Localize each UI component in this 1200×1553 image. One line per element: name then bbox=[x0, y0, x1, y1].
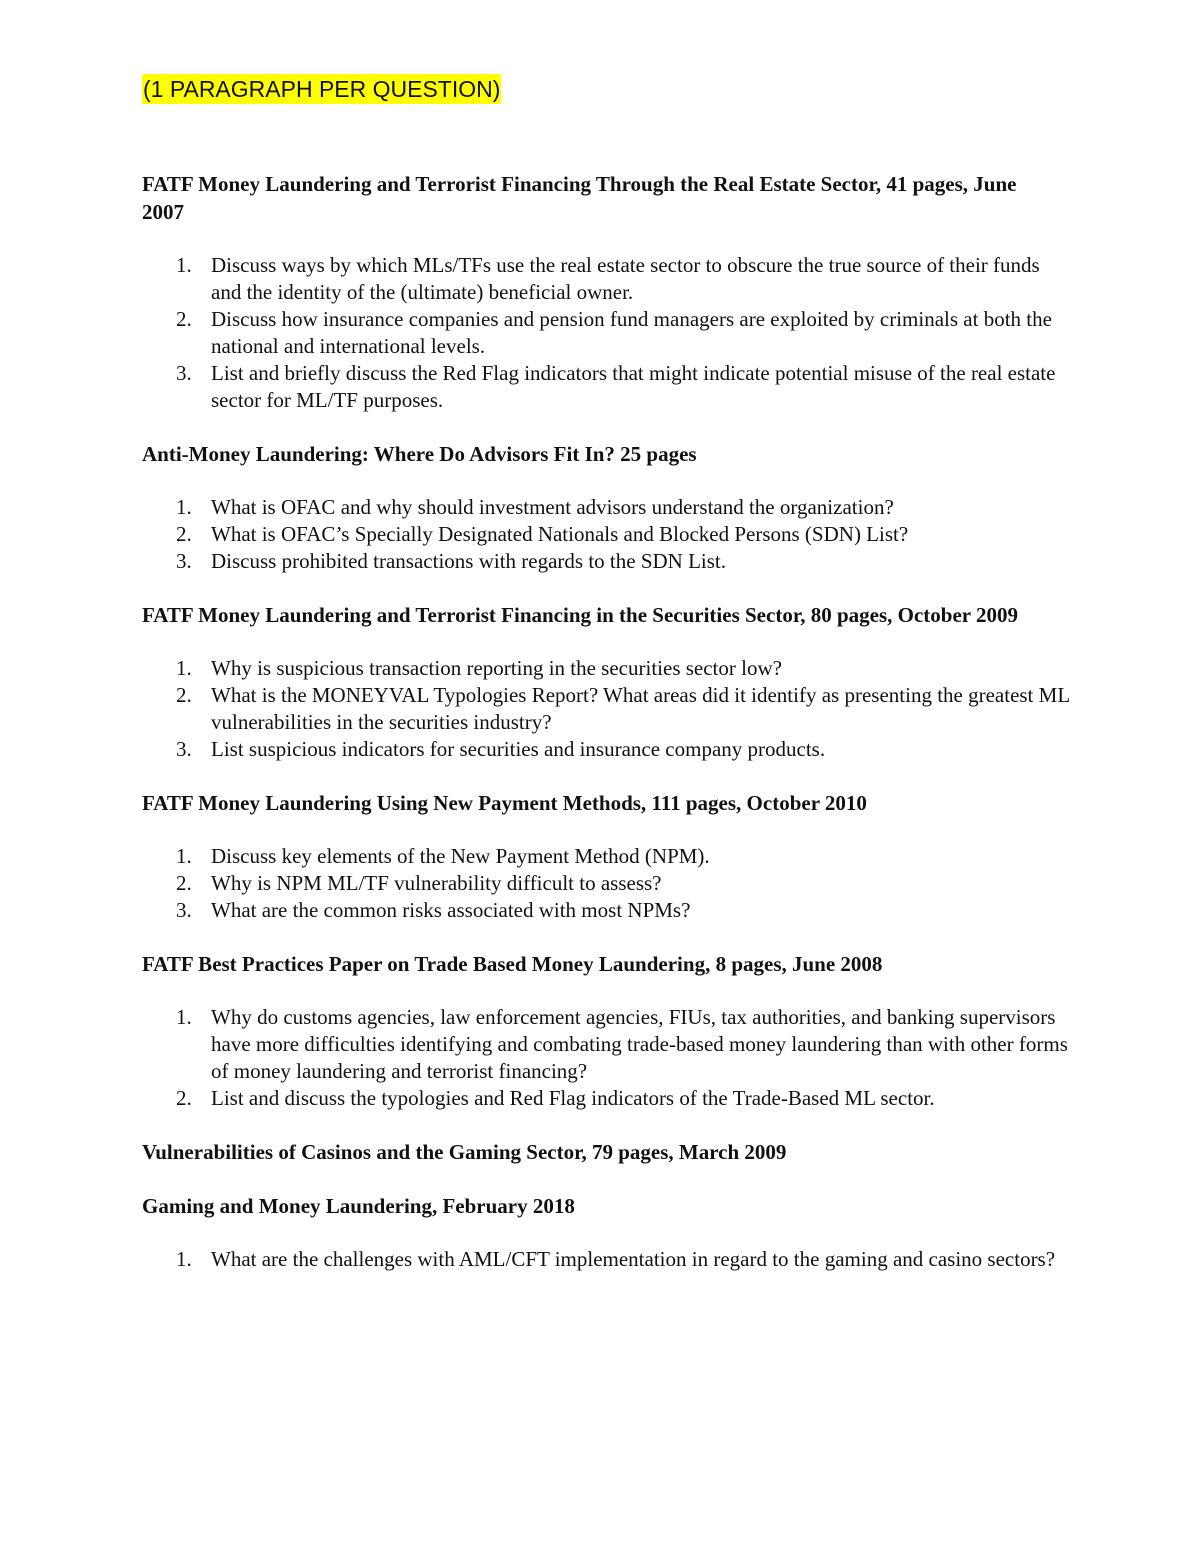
question-number: 1. bbox=[176, 495, 192, 519]
question-text: Discuss prohibited transactions with regards to the SDN List. bbox=[211, 549, 727, 573]
question-item bbox=[142, 736, 1071, 763]
section-title: FATF Money Laundering and Terrorist Financing in the Securities Sector, 80 pages, October 2009 bbox=[142, 603, 1018, 627]
question-text: What are the common risks associated with most NPMs? bbox=[211, 898, 691, 922]
question-item bbox=[142, 252, 1071, 306]
section-title: FATF Best Practices Paper on Trade Based Money Laundering, 8 pages, June 2008 bbox=[142, 952, 883, 976]
question-number: 1. bbox=[176, 253, 192, 277]
highlighted-instruction: (1 PARAGRAPH PER QUESTION) bbox=[143, 76, 501, 102]
question-number: 1. bbox=[176, 1005, 192, 1029]
question-item bbox=[142, 870, 1071, 897]
question-number: 2. bbox=[176, 871, 192, 895]
question-list bbox=[142, 1004, 1072, 1112]
question-number: 3. bbox=[176, 361, 192, 385]
question-text: List and discuss the typologies and Red Flag indicators of the Trade-Based ML sector. bbox=[211, 1086, 935, 1110]
question-list bbox=[142, 494, 1072, 575]
question-number: 1. bbox=[176, 1247, 192, 1271]
question-text: What is OFAC’s Specially Designated Nationals and Blocked Persons (SDN) List? bbox=[211, 522, 909, 546]
question-number: 1. bbox=[176, 656, 192, 680]
question-text: What are the challenges with AML/CFT implementation in regard to the gaming and casino sectors? bbox=[211, 1247, 1056, 1271]
question-number: 2. bbox=[176, 522, 192, 546]
question-item bbox=[142, 1004, 1071, 1085]
question-text: What is OFAC and why should investment advisors understand the organization? bbox=[211, 495, 894, 519]
reading-section bbox=[142, 601, 1072, 763]
section-title: Gaming and Money Laundering, February 2018 bbox=[142, 1194, 575, 1218]
question-item bbox=[142, 682, 1071, 736]
question-item bbox=[142, 548, 1071, 575]
question-item bbox=[142, 897, 1071, 924]
question-number: 2. bbox=[176, 683, 192, 707]
question-text: Why is NPM ML/TF vulnerability difficult to assess? bbox=[211, 871, 662, 895]
reading-section bbox=[142, 950, 1072, 1112]
section-title: FATF Money Laundering and Terrorist Financing Through the Real Estate Sector, 41 pages, June 2007 bbox=[142, 172, 1017, 224]
question-item bbox=[142, 655, 1071, 682]
section-title: Vulnerabilities of Casinos and the Gaming Sector, 79 pages, March 2009 bbox=[142, 1140, 787, 1164]
section-title: Anti-Money Laundering: Where Do Advisors Fit In? 25 pages bbox=[142, 442, 697, 466]
question-item bbox=[142, 306, 1071, 360]
question-text: Discuss key elements of the New Payment Method (NPM). bbox=[211, 844, 710, 868]
question-item bbox=[142, 1085, 1071, 1112]
question-number: 1. bbox=[176, 844, 192, 868]
question-number: 2. bbox=[176, 307, 192, 331]
reading-section bbox=[142, 789, 1072, 924]
question-text: List and briefly discuss the Red Flag indicators that might indicate potential misuse of the real estate sector for ML/TF purposes. bbox=[211, 361, 1056, 412]
reading-section bbox=[142, 1138, 1072, 1166]
section-title: FATF Money Laundering Using New Payment Methods, 111 pages, October 2010 bbox=[142, 791, 867, 815]
question-item bbox=[142, 521, 1071, 548]
question-number: 3. bbox=[176, 737, 192, 761]
question-number: 2. bbox=[176, 1086, 192, 1110]
question-list bbox=[142, 843, 1072, 924]
question-item bbox=[142, 494, 1071, 521]
reading-section bbox=[142, 1192, 1072, 1273]
document-body bbox=[142, 170, 1072, 1299]
question-number: 3. bbox=[176, 549, 192, 573]
question-item bbox=[142, 1246, 1071, 1273]
question-text: Discuss ways by which MLs/TFs use the real estate sector to obscure the true source of their funds and the identity of the (ultimate) beneficial owner. bbox=[211, 253, 1040, 304]
question-list bbox=[142, 1246, 1072, 1273]
question-item bbox=[142, 843, 1071, 870]
question-text: Discuss how insurance companies and pension fund managers are exploited by criminals at both the national and international levels. bbox=[211, 307, 1052, 358]
question-number: 3. bbox=[176, 898, 192, 922]
question-text: Why is suspicious transaction reporting in the securities sector low? bbox=[211, 656, 782, 680]
question-item bbox=[142, 360, 1071, 414]
reading-section bbox=[142, 170, 1072, 414]
question-list bbox=[142, 252, 1072, 414]
question-text: List suspicious indicators for securities and insurance company products. bbox=[211, 737, 826, 761]
question-text: Why do customs agencies, law enforcement agencies, FIUs, tax authorities, and banking supervisors have more difficulties identifying and combating trade-based money laundering than with other forms of money laundering and terrorist financing? bbox=[211, 1005, 1068, 1083]
reading-section bbox=[142, 440, 1072, 575]
question-text: What is the MONEYVAL Typologies Report? What areas did it identify as presenting the greatest ML vulnerabilities in the securities industry? bbox=[211, 683, 1070, 734]
question-list bbox=[142, 655, 1072, 763]
